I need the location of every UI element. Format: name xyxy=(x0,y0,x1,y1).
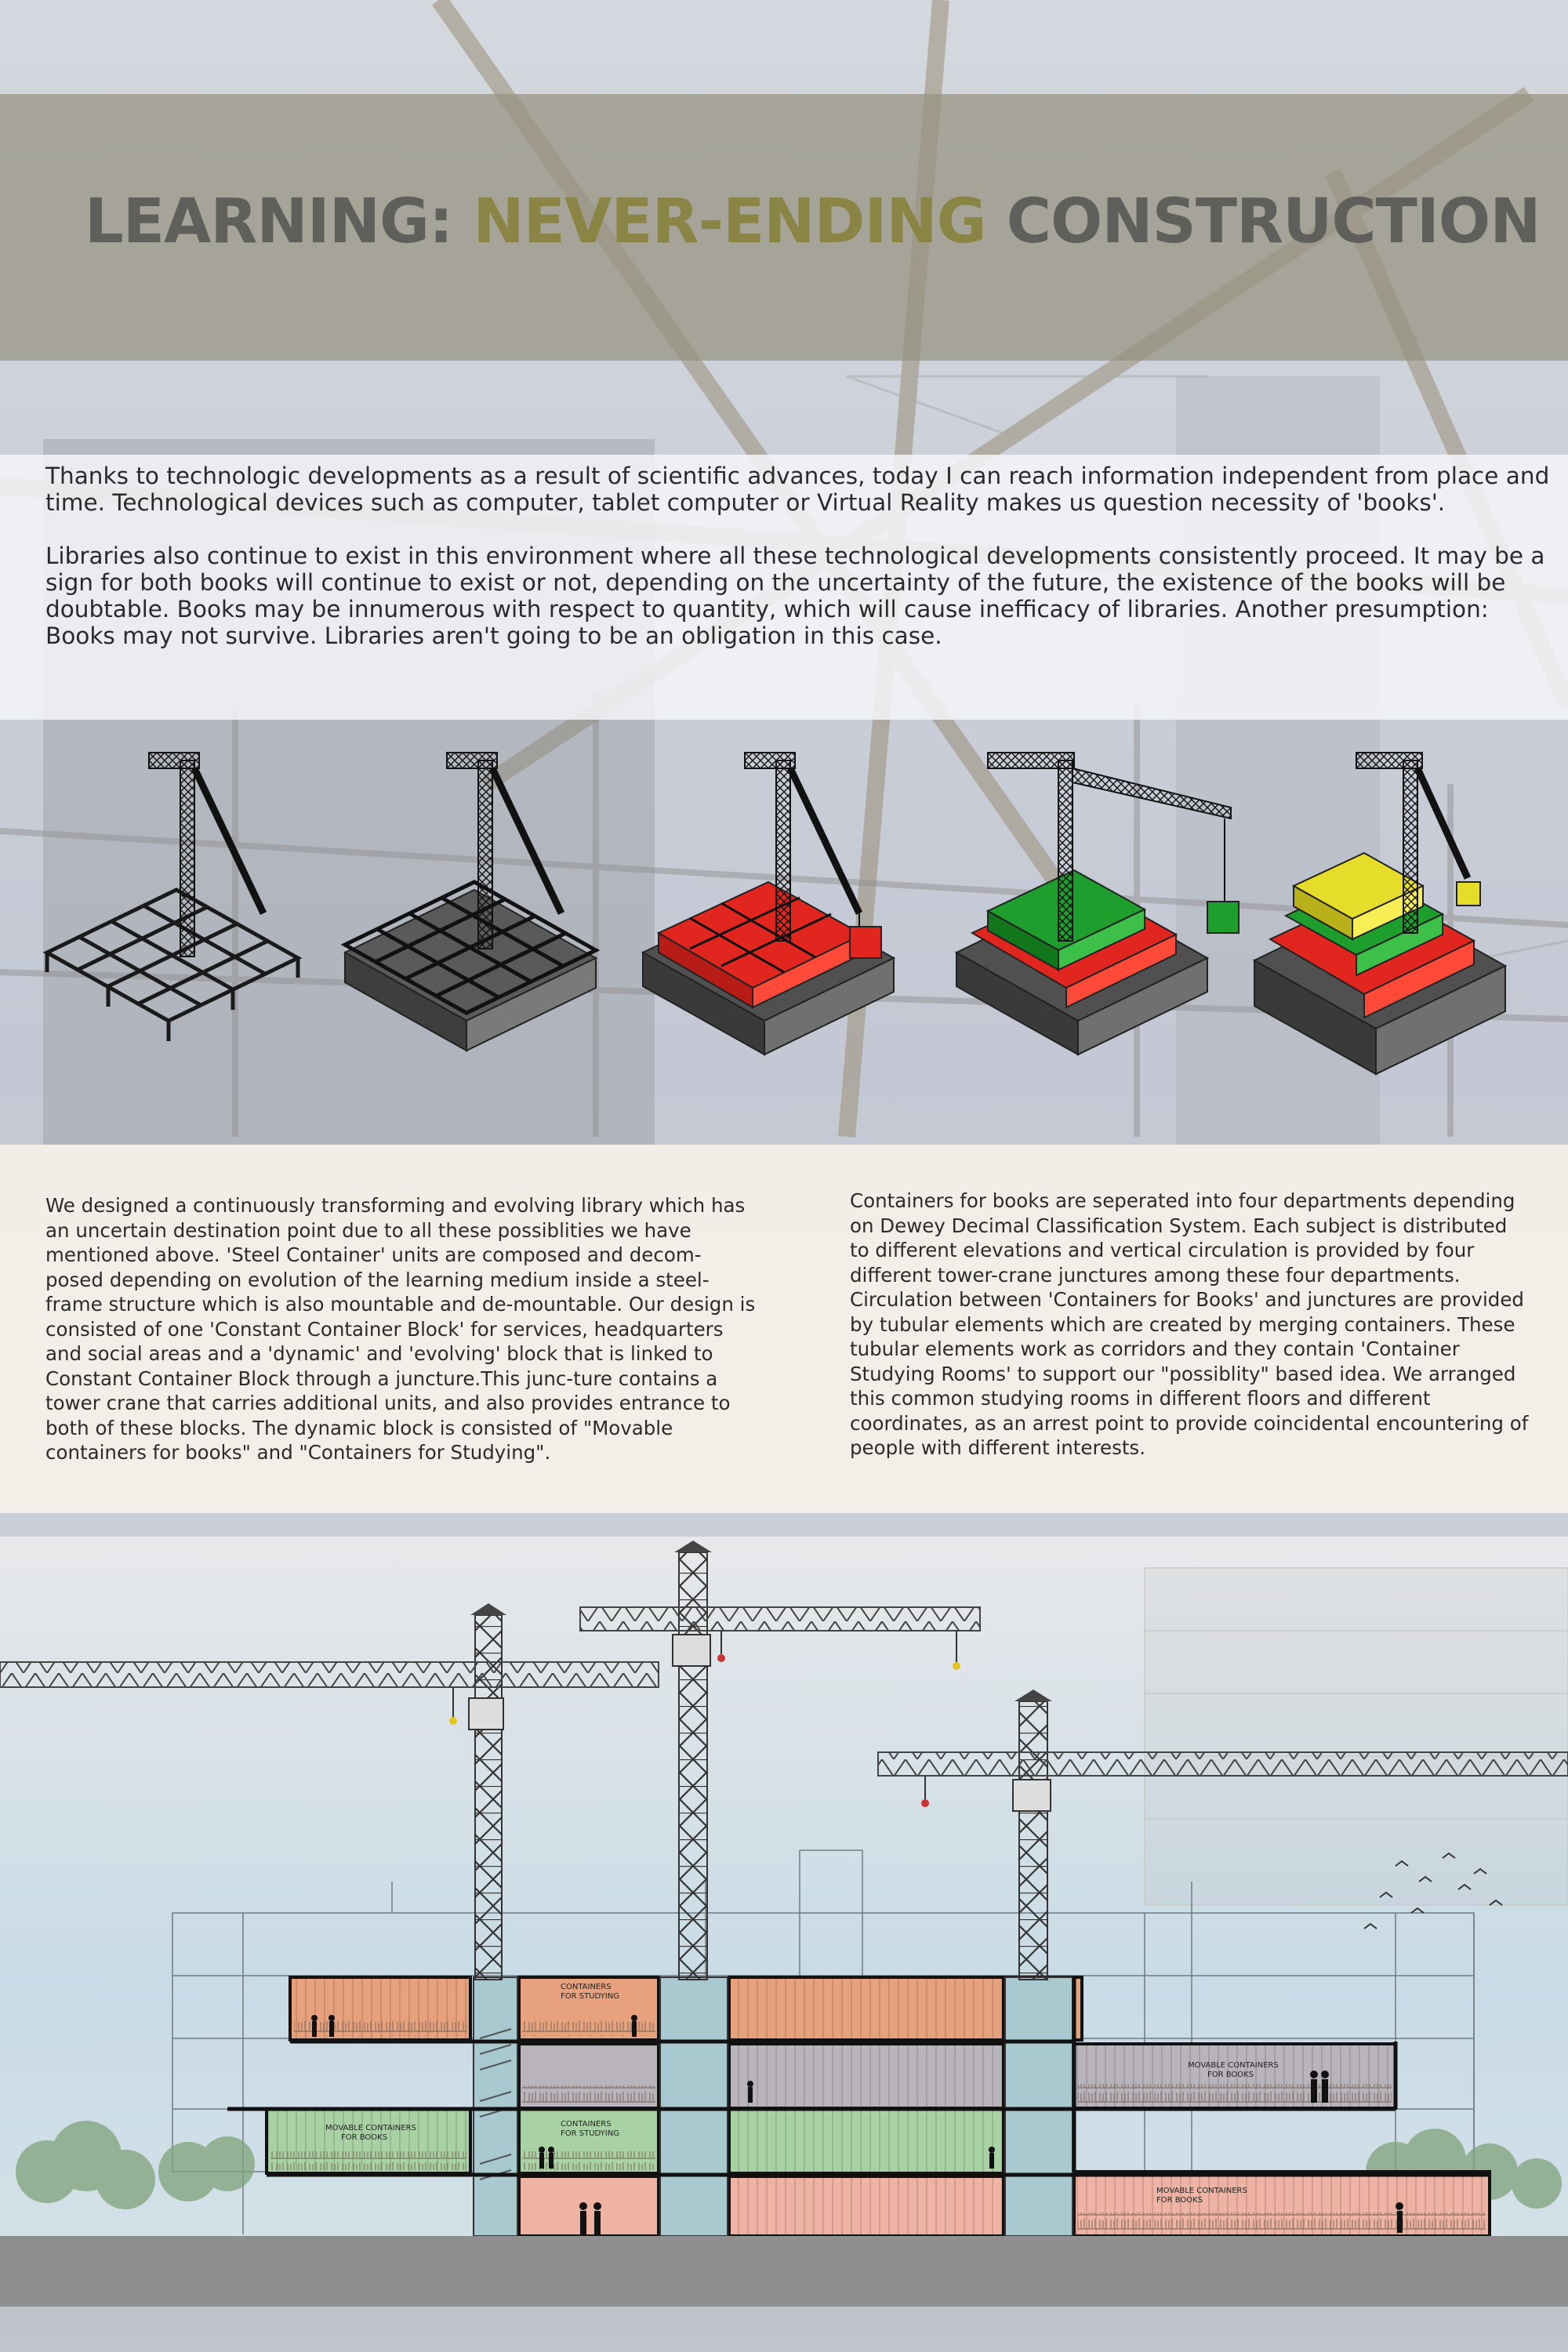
label-studying-mid-1: CONTAINERS xyxy=(561,2120,612,2129)
stage-4-green-containers xyxy=(956,753,1239,1054)
label-books-right-2: FOR BOOKS xyxy=(1207,2071,1254,2079)
description-left-text: We designed a continuously transforming and evolving library which has an uncertain destination point due to all these possiblities we have mentioned above. 'Steel Container' units are composed and decom-posed depending on evolution of the learning medium inside a steel-frame structure which is also mountable and de-mountable. Our design is consisted of one 'Constant Container Block' for services, headquarters and social areas and a 'dynamic' and 'evolving' block that is linked to Constant Container Block through a juncture.This junc-ture contains a tower crane that carries additional units, and also provides entrance to both of these blocks. The dynamic block is consisted of "Movable containers for books" and "Containers for Studying". xyxy=(45,1194,756,1464)
description-right-text: Containers for books are seperated into four departments depending on Dewey Decimal Classification System. Each subject is distributed to different elevations and vertical circulation is provided by four different tower-crane junctures among these four departments. Circulation between 'Containers for Books' and junctures are provided by tubular elements which are created by merging containers. These tubular elements work as corridors and they contain 'Container Studying Rooms' to support our "possiblity" based idea. We arranged this common studying rooms in different floors and different coordinates, as an arrest point to provide coincidental encountering of people with different interests. xyxy=(850,1189,1529,1459)
intro-paragraph-2: Libraries also continue to exist in this environment where all these technological developments consistently proceed. It may be a sign for both books will continue to exist or not, depending on the uncertainty of the future, the existence of the books will be doubtable. Books may be innumerous with respect to quantity, which will cause inefficacy of libraries. Another presumption: Books may not survive. Libraries aren't going to be an obligation in this case. xyxy=(45,543,1545,649)
intro-text xyxy=(45,463,1551,676)
crane-sequence-diagram xyxy=(31,737,1537,1129)
label-studying-mid-2: FOR STUDYING xyxy=(561,2129,619,2138)
juncture-2 xyxy=(660,1977,728,2236)
label-studying-top-1: CONTAINERS xyxy=(561,1983,612,1991)
stage-1-frame xyxy=(47,753,298,1041)
title-part-1: LEARNING: xyxy=(85,187,474,257)
label-books-left-2: FOR BOOKS xyxy=(341,2133,388,2142)
library-section-drawing xyxy=(0,1537,1568,2352)
label-books-left-1: MOVABLE CONTAINERS xyxy=(325,2124,416,2132)
label-studying-top-2: FOR STUDYING xyxy=(561,1992,619,2001)
intro-paragraph-1: Thanks to technologic developments as a result of scientific advances, today I can reach information independent from place and time. Technological devices such as computer, tablet computer or Virtual Reality makes us question necessity of 'books'. xyxy=(45,463,1550,516)
ground xyxy=(0,2236,1568,2307)
description-right xyxy=(850,1189,1532,1461)
stage-3-red-containers xyxy=(643,753,894,1054)
description-left xyxy=(45,1193,759,1465)
stage-5-yellow-containers xyxy=(1254,753,1505,1074)
juncture-3 xyxy=(1005,1977,1073,2236)
stage-2-gray-containers xyxy=(345,753,596,1051)
juncture-1 xyxy=(474,1977,517,2236)
page-title xyxy=(85,187,1540,257)
title-part-3: CONSTRUCTION xyxy=(985,187,1541,257)
label-books-bottom-2: FOR BOOKS xyxy=(1156,2196,1203,2205)
label-books-bottom-1: MOVABLE CONTAINERS xyxy=(1156,2187,1247,2195)
label-books-right-1: MOVABLE CONTAINERS xyxy=(1188,2061,1279,2070)
title-part-2: NEVER-ENDING xyxy=(473,187,986,257)
